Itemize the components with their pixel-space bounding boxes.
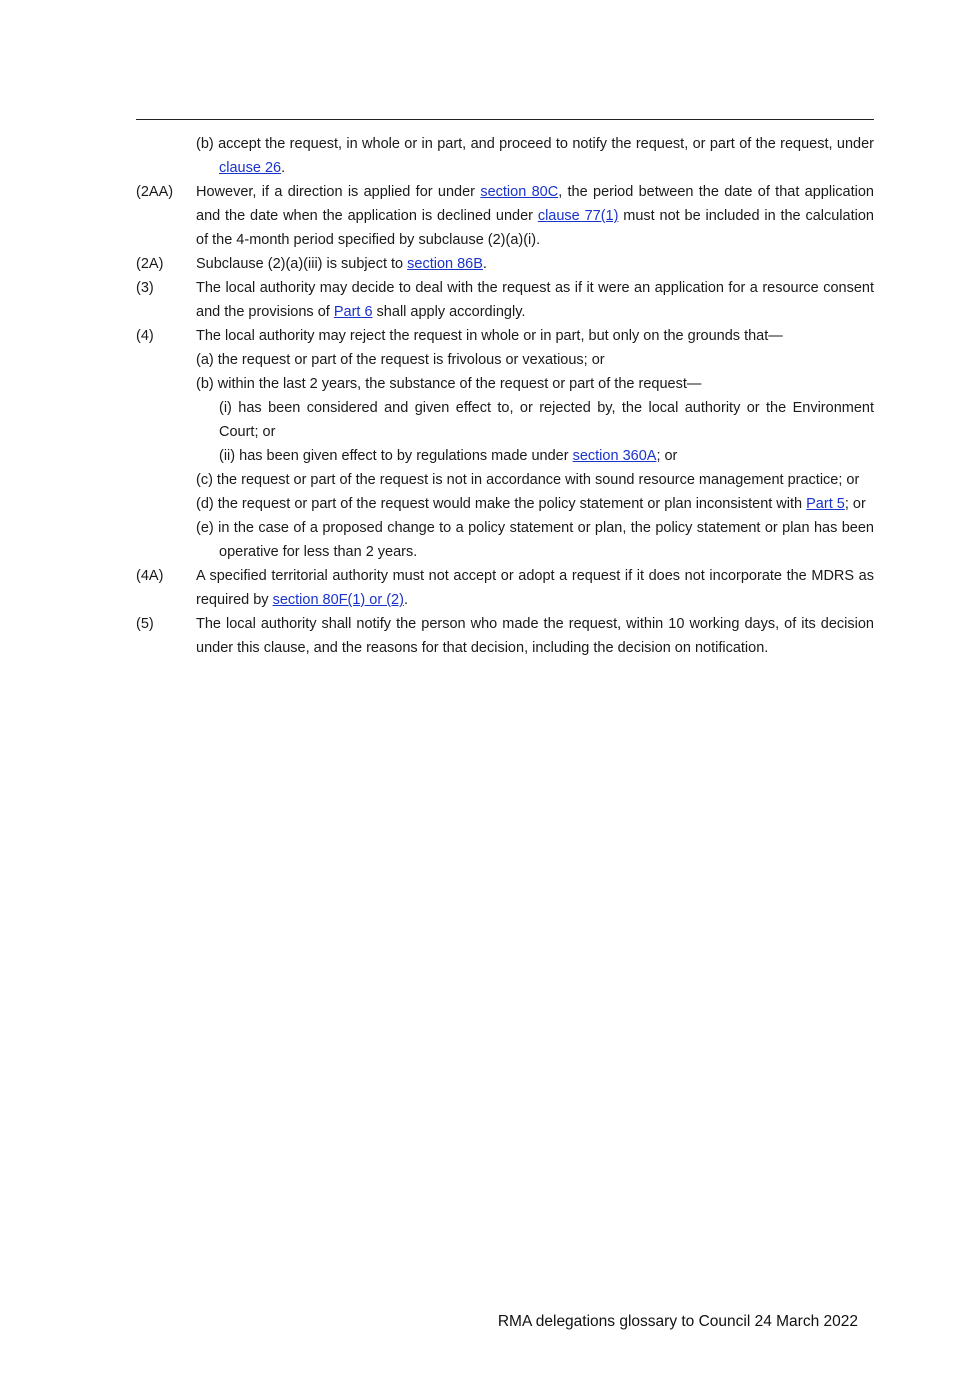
- clause-2AA: [136, 180, 874, 252]
- clause-number: (2A): [136, 256, 164, 272]
- link-section-86B[interactable]: section 86B: [407, 256, 483, 272]
- link-clause-77-1[interactable]: clause 77(1): [537, 208, 619, 224]
- clause-text: Subclause (2)(a)(iii) is subject to section 86B.: [196, 256, 487, 272]
- clause-number: (3): [136, 280, 154, 296]
- clause-5: [136, 612, 874, 660]
- clause-4A: [136, 564, 874, 612]
- link-section-360A[interactable]: section 360A: [572, 448, 657, 464]
- link-section-80C[interactable]: section 80C: [480, 184, 559, 200]
- clause-text: The local authority shall notify the person who made the request, within 10 working days, of its decision under this clause, and the reasons for that decision, including the decision on notification.: [196, 616, 874, 656]
- clause-number: (4): [136, 328, 154, 344]
- document-body: [136, 132, 874, 660]
- clause-3: [136, 276, 874, 324]
- clause-4-b-ii: (ii) has been given effect to by regulations made under section 360A; or: [219, 448, 678, 464]
- clause-number: (5): [136, 616, 154, 632]
- link-section-80F[interactable]: section 80F(1) or (2): [272, 592, 404, 608]
- clause-4-d: (d) the request or part of the request would make the policy statement or plan inconsistent with Part 5; or: [196, 496, 866, 512]
- link-clause-26[interactable]: clause 26: [219, 160, 282, 176]
- clause-number: (4A): [136, 568, 164, 584]
- clause-4-c: (c) the request or part of the request is not in accordance with sound resource management practice; or: [196, 472, 860, 488]
- header-rule: [136, 119, 874, 120]
- clause-4: [136, 324, 874, 348]
- clause-number: (2AA): [136, 184, 174, 200]
- clause-2A: [136, 252, 874, 276]
- clause-4-b-i: (i) has been considered and given effect to, or rejected by, the local authority or the Environment Court; or: [219, 400, 874, 440]
- clause-4-e: (e) in the case of a proposed change to a policy statement or plan, the policy statement or plan has been operative for less than 2 years.: [196, 520, 874, 560]
- clause-4-a: (a) the request or part of the request is frivolous or vexatious; or: [196, 352, 605, 368]
- para-b-accept: (b) accept the request, in whole or in part, and proceed to notify the request, or part of the request, under clause 26.: [196, 136, 874, 176]
- link-part-5[interactable]: Part 5: [806, 496, 845, 512]
- clause-text: A specified territorial authority must not accept or adopt a request if it does not incorporate the MDRS as required by section 80F(1) or (2).: [196, 568, 874, 608]
- page-footer: RMA delegations glossary to Council 24 March 2022: [497, 1313, 858, 1330]
- clause-text: The local authority may reject the request in whole or in part, but only on the grounds that—: [196, 328, 783, 344]
- link-part-6[interactable]: Part 6: [333, 304, 373, 320]
- clause-text: The local authority may decide to deal with the request as if it were an application for a resource consent and the provisions of Part 6 shall apply accordingly.: [196, 280, 874, 320]
- clause-4-b: (b) within the last 2 years, the substance of the request or part of the request—: [196, 376, 702, 392]
- clause-text: However, if a direction is applied for under section 80C, the period between the date of that application and the date when the application is declined under clause 77(1) must not be included in the calculation of the 4-month period specified by subclause (2)(a)(i).: [196, 184, 874, 248]
